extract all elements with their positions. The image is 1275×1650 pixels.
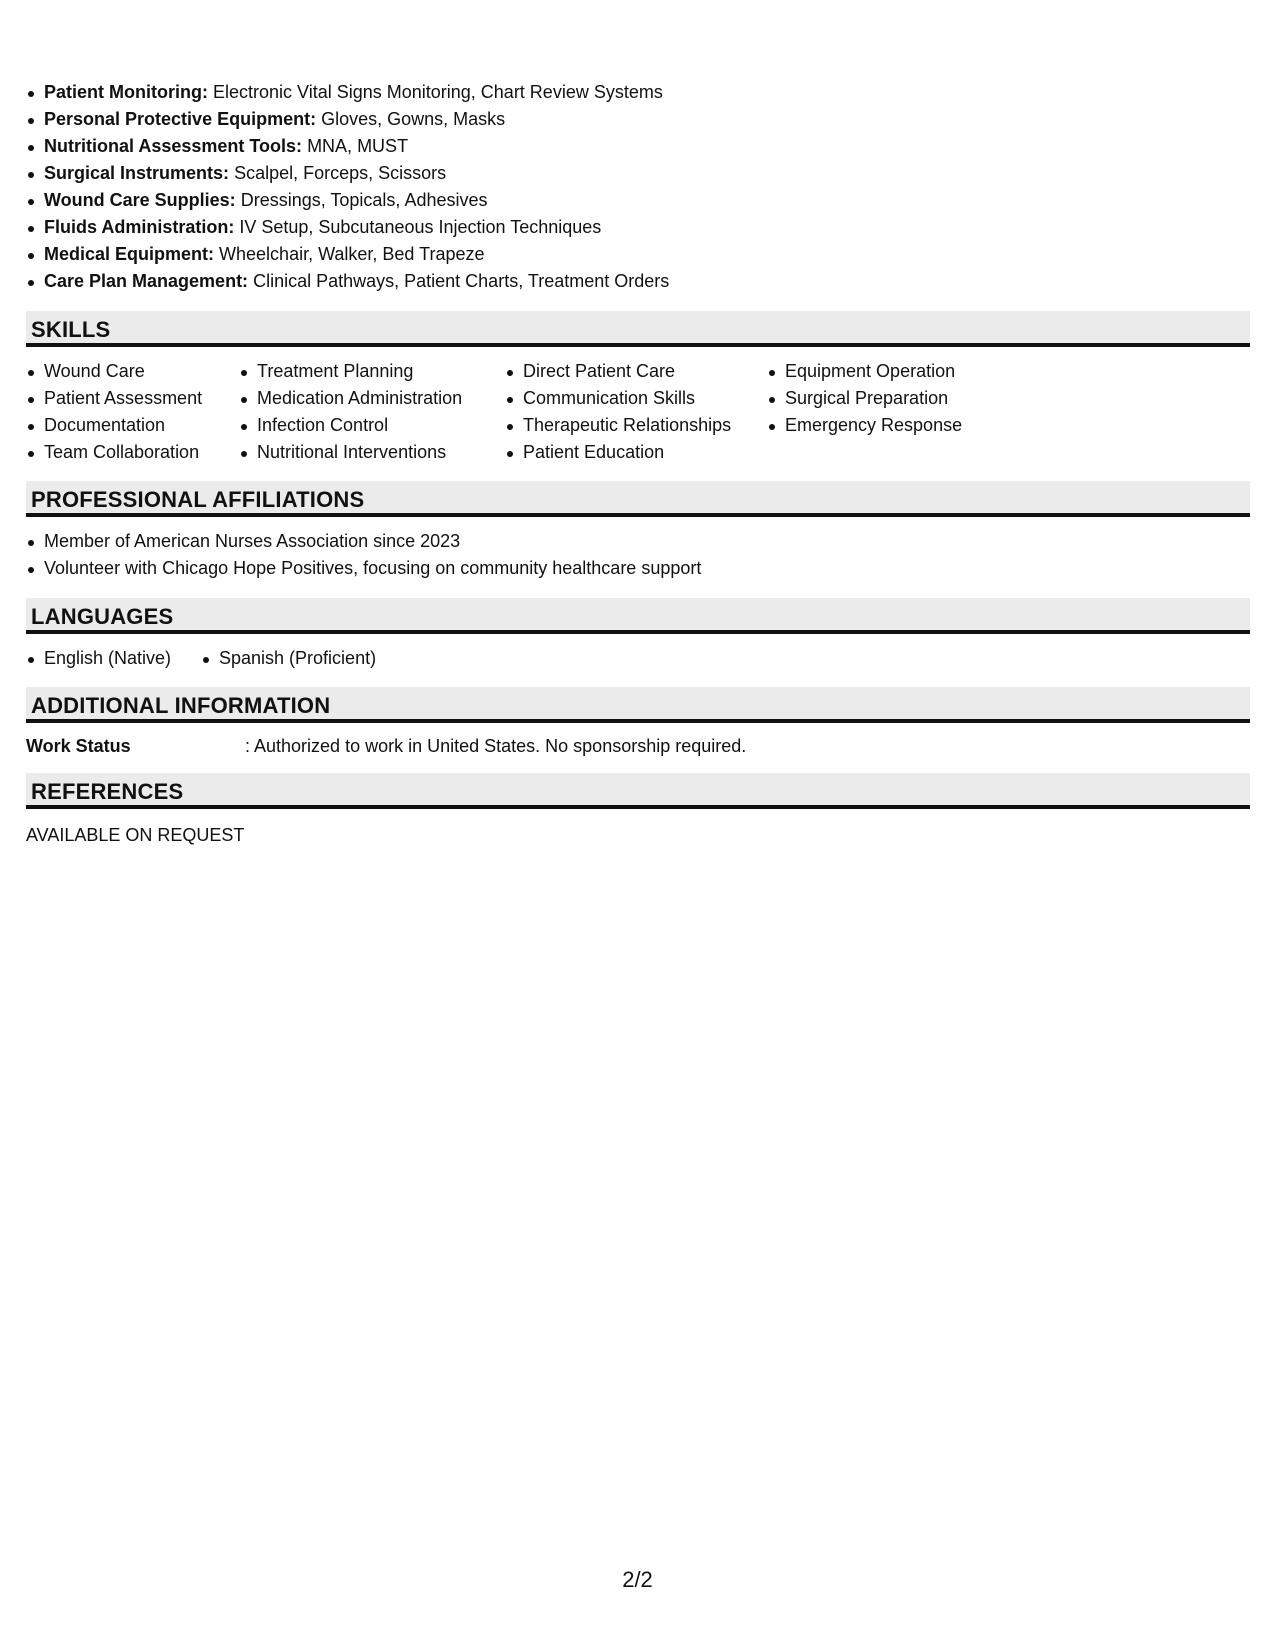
tool-label: Fluids Administration:	[44, 217, 235, 237]
tool-value: Wheelchair, Walker, Bed Trapeze	[219, 244, 485, 264]
tool-label: Personal Protective Equipment:	[44, 109, 317, 129]
list-item	[26, 268, 669, 295]
tool-label: Care Plan Management:	[44, 271, 249, 291]
work-status-value: : Authorized to work in United States. No sponsorship required.	[245, 736, 747, 756]
tool-value: MNA, MUST	[307, 136, 409, 156]
skill-item: Team Collaboration	[26, 439, 202, 466]
tools-list	[26, 79, 669, 295]
skill-item: Communication Skills	[505, 385, 731, 412]
skill-item: Direct Patient Care	[505, 358, 731, 385]
tool-label: Surgical Instruments:	[44, 163, 230, 183]
section-title: SKILLS	[31, 317, 111, 342]
skills-column	[505, 358, 731, 466]
skill-item: Documentation	[26, 412, 202, 439]
skills-grid	[26, 358, 1250, 468]
section-title: ADDITIONAL INFORMATION	[31, 693, 331, 718]
tool-value: IV Setup, Subcutaneous Injection Techniques	[239, 217, 602, 237]
list-item	[26, 241, 669, 268]
skills-section-header	[26, 311, 1250, 347]
skill-item: Patient Education	[505, 439, 731, 466]
affiliations-list	[26, 528, 701, 582]
skills-column	[767, 358, 962, 439]
tool-value: Clinical Pathways, Patient Charts, Treatment Orders	[253, 271, 670, 291]
list-item	[26, 160, 669, 187]
skills-column	[239, 358, 462, 466]
skill-item: Medication Administration	[239, 385, 462, 412]
language-item: Spanish (Proficient)	[201, 645, 376, 672]
list-item: Member of American Nurses Association since 2023	[26, 528, 701, 555]
list-item	[26, 106, 669, 133]
skill-item: Therapeutic Relationships	[505, 412, 731, 439]
tool-value: Gloves, Gowns, Masks	[321, 109, 506, 129]
tool-value: Dressings, Topicals, Adhesives	[240, 190, 488, 210]
section-title: LANGUAGES	[31, 604, 174, 629]
tool-label: Wound Care Supplies:	[44, 190, 236, 210]
skill-item: Wound Care	[26, 358, 202, 385]
skill-item: Surgical Preparation	[767, 385, 962, 412]
tool-value: Electronic Vital Signs Monitoring, Chart Review Systems	[213, 82, 663, 102]
skill-item: Equipment Operation	[767, 358, 962, 385]
references-section-header	[26, 773, 1250, 809]
languages-section-header	[26, 598, 1250, 634]
skills-column	[26, 358, 202, 466]
references-text: AVAILABLE ON REQUEST	[26, 825, 245, 845]
list-item: Volunteer with Chicago Hope Positives, focusing on community healthcare support	[26, 555, 701, 582]
additional-info-section-header	[26, 687, 1250, 723]
skill-item: Patient Assessment	[26, 385, 202, 412]
page-number: 2/2	[622, 1567, 653, 1592]
skill-item: Infection Control	[239, 412, 462, 439]
list-item	[26, 133, 669, 160]
list-item	[26, 187, 669, 214]
affiliations-section-header	[26, 481, 1250, 517]
skill-item: Nutritional Interventions	[239, 439, 462, 466]
tool-label: Patient Monitoring:	[44, 82, 208, 102]
tool-label: Medical Equipment:	[44, 244, 215, 264]
list-item	[26, 79, 669, 106]
section-title: REFERENCES	[31, 779, 184, 804]
tool-value: Scalpel, Forceps, Scissors	[234, 163, 447, 183]
tool-label: Nutritional Assessment Tools:	[44, 136, 303, 156]
language-item: English (Native)	[26, 645, 171, 672]
work-status-label: Work Status	[26, 736, 131, 756]
skill-item: Treatment Planning	[239, 358, 462, 385]
section-title: PROFESSIONAL AFFILIATIONS	[31, 487, 365, 512]
skill-item: Emergency Response	[767, 412, 962, 439]
list-item	[26, 214, 669, 241]
